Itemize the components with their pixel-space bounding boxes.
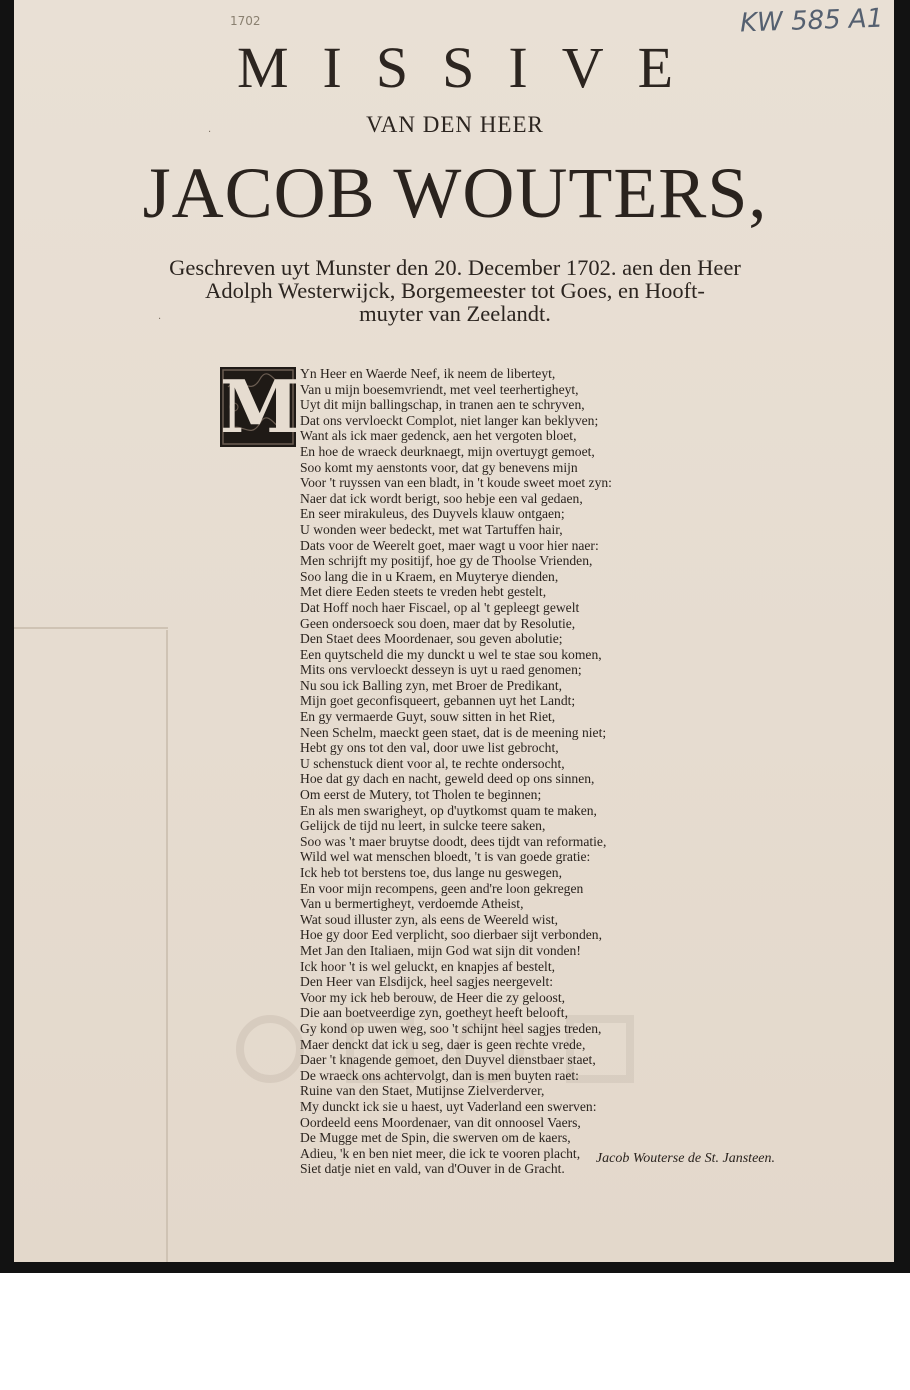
poem-line: Maer denckt dat ick u seg, daer is geen rechte vrede,: [300, 1036, 586, 1052]
poem-line: Voor my ick heb berouw, de Heer die zy geloost,: [300, 989, 566, 1005]
decorated-initial: [220, 364, 300, 449]
document-subtitle: VAN DEN HEER: [366, 112, 544, 137]
poem-line: Geen ondersoeck sou doen, maer dat by Resolutie,: [300, 615, 576, 631]
document-title: MISSIVE: [236, 35, 708, 100]
poem-line: Van u mijn boesemvriendt, met veel teerhertigheyt,: [300, 381, 579, 397]
poem-line: Hoe dat gy dach en nacht, geweld deed op ons sinnen,: [300, 771, 595, 787]
poem-line: Van u bermertigheyt, verdoemde Atheist,: [300, 896, 524, 912]
signature: Jacob Wouterse de St. Jansteen.: [595, 1151, 775, 1166]
poem-line: Hebt gy ons tot den val, door uwe list gebrocht,: [300, 740, 559, 756]
poem-line: U wonden weer bedeckt, met wat Tartuffen hair,: [300, 521, 563, 537]
author-name: JACOB WOUTERS,: [142, 153, 768, 233]
description-line: Geschreven uyt Munster den 20. December 1702. aen den Heer: [169, 255, 741, 280]
poem-line: Naer dat ick wordt berigt, soo hebje een val gedaen,: [300, 490, 583, 506]
poem-line: Neen Schelm, maeckt geen staet, dat is de meening niet;: [300, 724, 607, 740]
poem-line: En als men swarigheyt, op d'uytkomst quam te maken,: [300, 802, 597, 818]
poem-line: Oordeeld eens Moordenaer, van dit onnoosel Vaers,: [300, 1114, 581, 1130]
poem-line: Ick hoor 't is wel geluckt, en knapjes af bestelt,: [300, 958, 555, 974]
poem-line: My dunckt ick sie u haest, uyt Vaderland een swerven:: [300, 1098, 597, 1114]
poem-line: Die aan boetveerdige zyn, goetheyt heeft belooft,: [300, 1005, 568, 1021]
poem-line: Daer 't knagende gemoet, den Duyvel dienstbaer staet,: [300, 1052, 596, 1068]
poem-line: En seer mirakuleus, des Duyvels klauw ontgaen;: [300, 506, 565, 522]
poem-line: Men schrijft my positijf, hoe gy de Thoolse Vrienden,: [300, 553, 593, 569]
poem-line: Soo lang die in u Kraem, en Muyterye dienden,: [300, 568, 559, 584]
punctuation-mark: ·: [158, 314, 162, 325]
poem-line: En hoe de wraeck deurknaegt, mijn overtuygt gemoet,: [300, 443, 595, 459]
poem-line: En voor mijn recompens, geen and're loon gekregen: [300, 880, 584, 896]
poem-line: De wraeck ons achtervolgt, dan is men buyten raet:: [300, 1067, 579, 1083]
poem-line: Adieu, 'k en ben niet meer, die ick te vooren placht,: [300, 1145, 581, 1161]
initial-letter: M: [220, 364, 300, 449]
poem-line: En gy vermaerde Guyt, souw sitten in het Riet,: [300, 709, 556, 725]
poem-line: Mits ons vervloeckt desseyn is uyt u raed genomen;: [300, 662, 582, 678]
paper-seam: [14, 627, 168, 629]
poem-line: Gelijck de tijd nu leert, in sulcke teere saken,: [300, 818, 546, 834]
poem-line: Mijn goet geconfisqueert, gebannen uyt het Landt;: [300, 693, 576, 709]
poem-line: Uyt dit mijn ballingschap, in tranen aen te schryven,: [300, 397, 585, 413]
poem-line: De Mugge met de Spin, die swerven om de kaers,: [300, 1130, 571, 1146]
document-description: [120, 256, 790, 325]
poem-line: Dat Hoff noch haer Fiscael, op al 't gepleegt gewelt: [300, 599, 580, 615]
poem-line: Met diere Eeden steets te vreden hebt gestelt,: [300, 584, 547, 600]
description-line: Adolph Westerwijck, Borgemeester tot Goes, en Hooft-: [205, 278, 705, 303]
paper-seam: [166, 630, 168, 1262]
poem-line: Dats voor de Weerelt goet, maer wagt u voor hier naer:: [300, 537, 599, 553]
poem-line: Om eerst de Mutery, tot Tholen te beginnen;: [300, 787, 542, 803]
poem-line: Ick heb tot berstens toe, dus lange nu geswegen,: [300, 865, 562, 880]
poem-line: Een quytscheld die my dunckt u wel te stae sou komen,: [300, 646, 602, 662]
poem-line: Hoe gy door Eed verplicht, soo dierbaer sijt verbonden,: [300, 927, 602, 943]
poem-line: Siet datje niet en vald, van d'Ouver in de Gracht.: [300, 1161, 565, 1177]
poem-line: Yn Heer en Waerde Neef, ik neem de liberteyt,: [300, 366, 556, 381]
handwritten-reference: KW 585 A1: [739, 3, 884, 39]
poem-line: Soo komt my aenstonts voor, dat gy benevens mijn: [300, 459, 578, 475]
poem-line: Wat soud illuster zyn, als eens de Weereld wist,: [300, 911, 559, 927]
handwritten-year: 1702: [230, 14, 261, 28]
poem-line: Nu sou ick Balling zyn, met Broer de Predikant,: [300, 677, 563, 693]
poem-line: Voor 't ruyssen van een bladt, in 't koude sweet moet zyn:: [300, 475, 612, 491]
poem-line: Wild wel wat menschen bloedt, 't is van goede gratie:: [300, 849, 591, 865]
poem-line: Met Jan den Italiaen, mijn God wat sijn dit vonden!: [300, 942, 581, 958]
poem-line: Den Staet dees Moordenaer, sou geven abolutie;: [300, 631, 563, 647]
poem-line: Ruine van den Staet, Mutijnse Zielverderver,: [300, 1083, 545, 1099]
poem-text: [300, 366, 760, 1177]
poem-line: Want als ick maer gedenck, aen het vergoten bloet,: [300, 428, 577, 444]
poem-line: Den Heer van Elsdijck, heel sagjes neergevelt:: [300, 974, 554, 990]
poem-line: U schenstuck dient voor al, te rechte ondersocht,: [300, 755, 565, 771]
poem-line: Soo was 't maer bruytse doodt, dees tijdt van reformatie,: [300, 833, 607, 849]
punctuation-mark: ·: [208, 127, 212, 138]
description-line: muyter van Zeelandt.: [359, 301, 551, 326]
poem-line: Dat ons vervloeckt Complot, niet langer kan beklyven;: [300, 412, 599, 428]
bottom-margin: [0, 1273, 910, 1390]
poem-line: Gy kond op uwen weg, soo 't schijnt heel sagjes treden,: [300, 1020, 602, 1036]
